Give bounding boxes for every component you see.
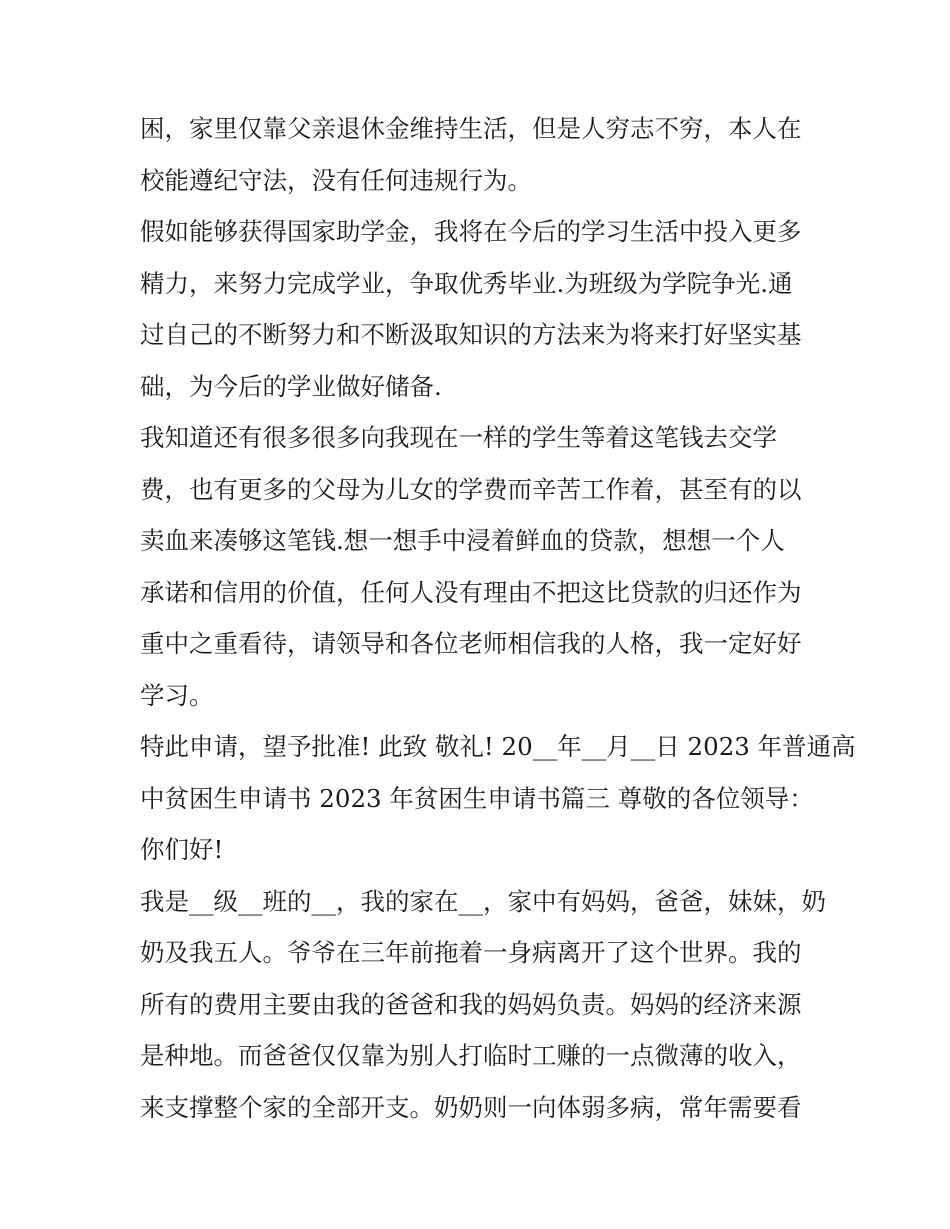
text-line: 是种地。而爸爸仅仅靠为别人打临时工赚的一点微薄的收入， (140, 1041, 802, 1070)
text-line: 困，家里仅靠父亲退休金维持生活，但是人穷志不穷，本人在 (140, 114, 802, 143)
text-line: 奶及我五人。爷爷在三年前拖着一身病离开了这个世界。我的 (140, 938, 802, 967)
document-body (140, 103, 856, 1133)
text-line: 来支撑整个家的全部开支。奶奶则一向体弱多病，常年需要看 (140, 1092, 802, 1122)
text-line: 假如能够获得国家助学金，我将在今后的学习生活中投入更多 (140, 217, 802, 246)
text-line: 精力，来努力完成学业，争取优秀毕业.为班级为学院争光.通 (140, 268, 793, 298)
text-line: 学习。 (140, 680, 214, 710)
text-line: 卖血来凑够这笔钱.想一想手中浸着鲜血的贷款，想想一个人 (140, 526, 785, 555)
text-line: 过自己的不断努力和不断汲取知识的方法来为将来打好坚实基 (140, 320, 802, 349)
text-line: 中贫困生申请书 2023 年贫困生申请书篇三 尊敬的各位领导： (140, 783, 814, 813)
text-line: 我是__级__班的__，我的家在__，家中有妈妈，爸爸，妹妹，奶 (140, 886, 826, 916)
text-line: 我知道还有很多很多向我现在一样的学生等着这笔钱去交学 (140, 423, 777, 452)
text-line: 特此申请，望予批准! 此致 敬礼! 20__年__月__日 2023 年普通高 (140, 732, 856, 761)
text-line: 重中之重看待，请领导和各位老师相信我的人格，我一定好好 (140, 629, 802, 658)
text-line: 所有的费用主要由我的爸爸和我的妈妈负责。妈妈的经济来源 (140, 989, 802, 1019)
text-line: 你们好! (140, 835, 224, 864)
text-line: 础，为今后的学业做好储备. (140, 371, 442, 401)
text-line: 校能遵纪守法，没有任何违规行为。 (140, 165, 532, 195)
text-line: 承诺和信用的价值，任何人没有理由不把这比贷款的归还作为 (140, 577, 802, 607)
text-line: 费，也有更多的父母为儿女的学费而辛苦工作着，甚至有的以 (140, 474, 802, 504)
